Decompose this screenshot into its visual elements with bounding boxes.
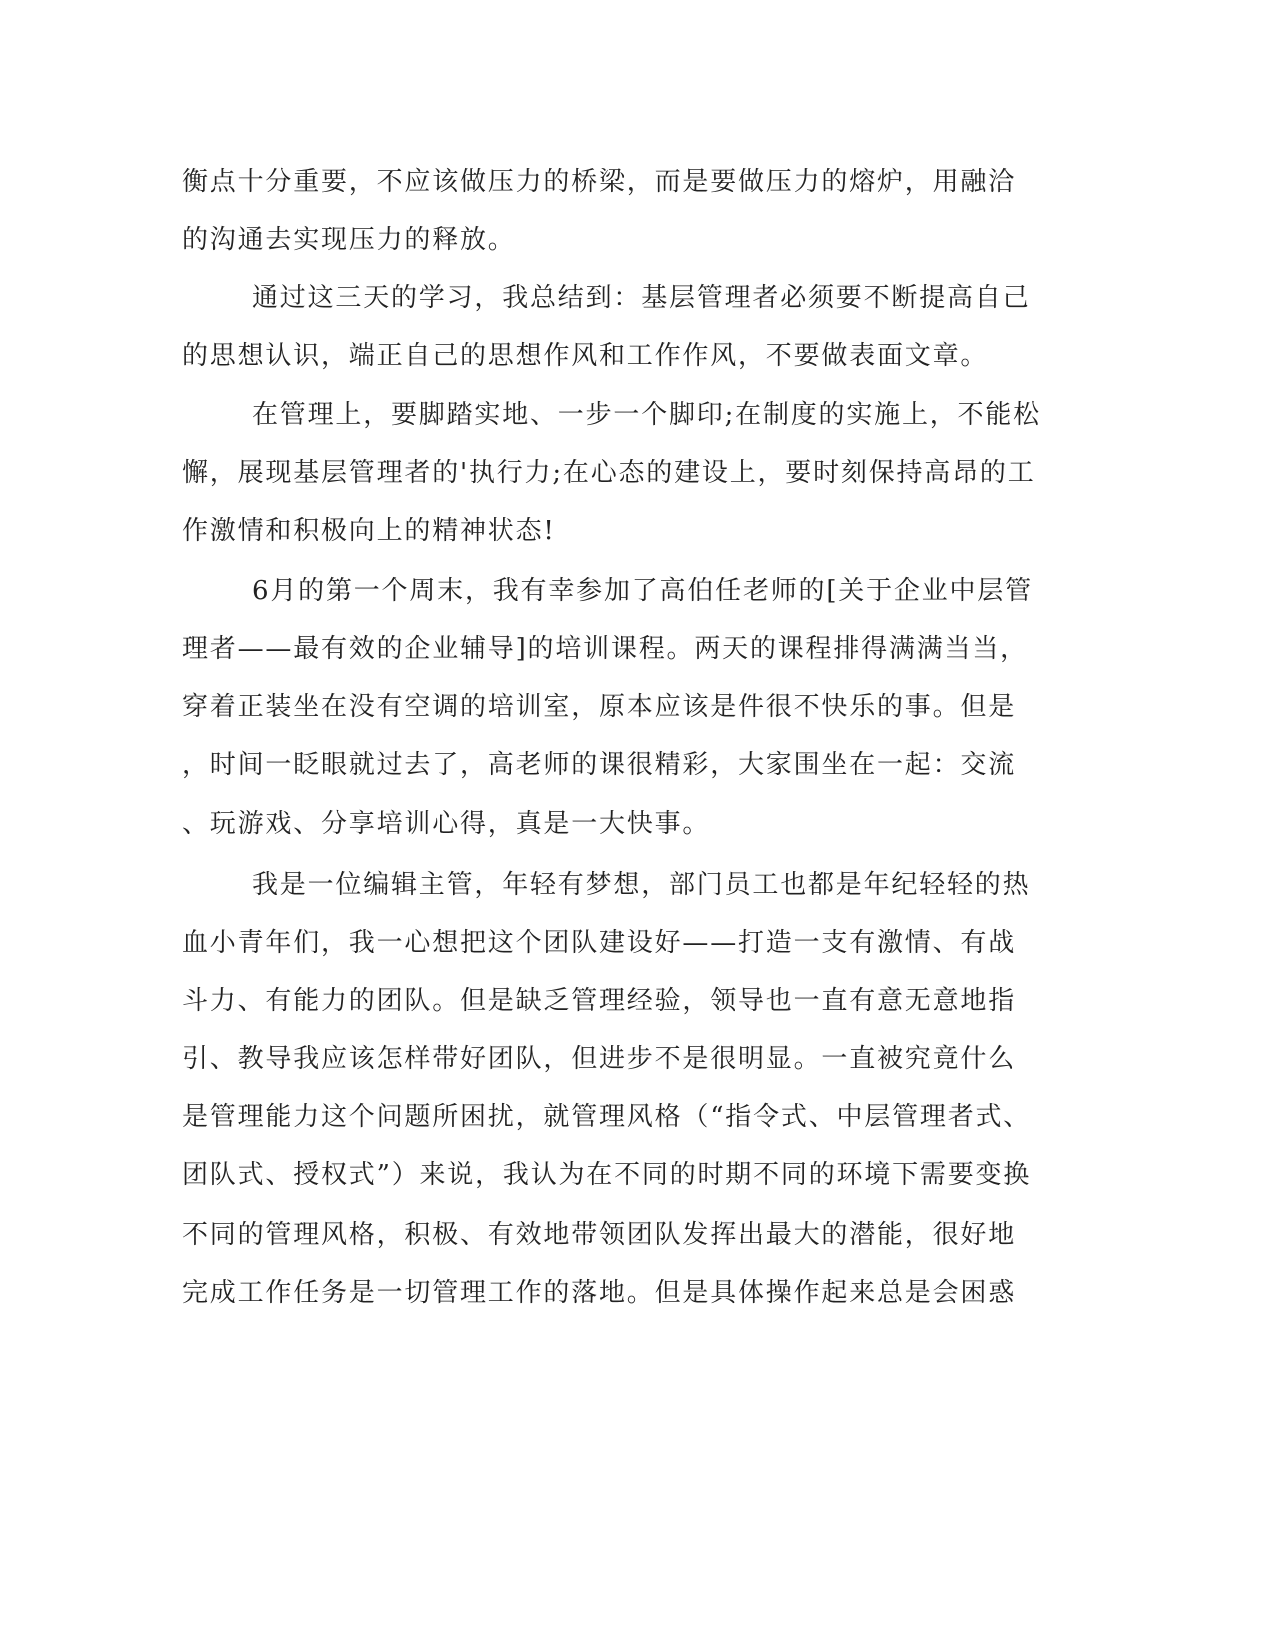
text-line: 的沟通去实现压力的释放。	[182, 225, 516, 255]
text-line: 作激情和积极向上的精神状态!	[182, 516, 556, 546]
text-line: 血小青年们，我一心想把这个团队建设好——打造一支有激情、有战	[182, 928, 1017, 958]
text-line: 完成工作任务是一切管理工作的落地。但是具体操作起来总是会困惑	[182, 1278, 1017, 1308]
text-line: 是管理能力这个问题所困扰，就管理风格（“指令式、中层管理者式、	[182, 1102, 1032, 1132]
paragraph-start-line: 我是一位编辑主管，年轻有梦想，部门员工也都是年纪轻轻的热	[252, 870, 1031, 900]
text-line: 衡点十分重要，不应该做压力的桥梁，而是要做压力的熔炉，用融洽	[182, 167, 1017, 197]
text-line: 理者——最有效的企业辅导]的培训课程。两天的课程排得满满当当，	[182, 634, 1028, 664]
paragraph-start-line: 6月的第一个周末，我有幸参加了高伯任老师的[关于企业中层管	[252, 576, 1033, 606]
text-line: 引、教导我应该怎样带好团队，但进步不是很明显。一直被究竟什么	[182, 1044, 1017, 1074]
text-line: 、玩游戏、分享培训心得，真是一大快事。	[182, 809, 711, 839]
text-line: 懈，展现基层管理者的'执行力;在心态的建设上，要时刻保持高昂的工	[182, 458, 1036, 488]
text-line: 的思想认识，端正自己的思想作风和工作作风，不要做表面文章。	[182, 341, 989, 371]
paragraph-start-line: 在管理上，要脚踏实地、一步一个脚印;在制度的实施上，不能松	[252, 400, 1041, 430]
text-line: 不同的管理风格，积极、有效地带领团队发挥出最大的潜能，很好地	[182, 1220, 1017, 1250]
paragraph-start-line: 通过这三天的学习，我总结到：基层管理者必须要不断提高自己	[252, 283, 1031, 313]
text-line: 斗力、有能力的团队。但是缺乏管理经验，领导也一直有意无意地指	[182, 986, 1017, 1016]
text-line: 穿着正装坐在没有空调的培训室，原本应该是件很不快乐的事。但是	[182, 692, 1017, 722]
text-line: ，时间一眨眼就过去了，高老师的课很精彩，大家围坐在一起：交流	[182, 750, 1017, 780]
text-line: 团队式、授权式”）来说，我认为在不同的时期不同的环境下需要变换	[182, 1160, 1032, 1190]
